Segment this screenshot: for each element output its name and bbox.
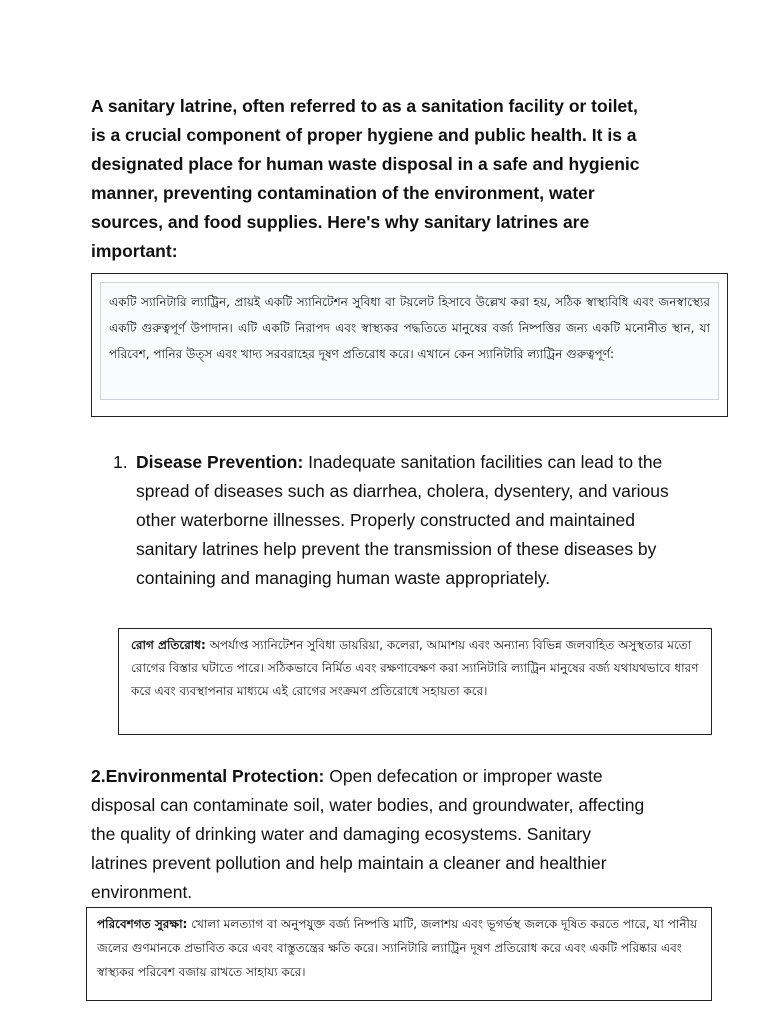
bengali-item-title: পরিবেশগত সুরক্ষা: xyxy=(97,917,188,931)
intro-paragraph: A sanitary latrine, often referred to as a sanitation facility or toilet, is a crucial component of proper hygiene and public health. It is a designated place for human waste disposal in a safe and hygienic manner, preventing contamination of the environment, water sources, and food supplies. Here's why sanitary latrines are important: xyxy=(91,96,640,261)
bengali-item-text: অপর্যাপ্ত স্যানিটেশন সুবিধা ডায়রিয়া, কলেরা, আমাশয় এবং অন্যান্য বিভিন্ন জলবাহিত অসুস্থতার মতো রোগের বিস্তার ঘটাতে পারে। সঠিকভাবে নির্মিত এবং রক্ষণাবেক্ষণ করা স্যানিটারি ল্যাট্রিন মানুষের বর্জ্য যথাযথভাবে ধারণ করে এবং ব্যবস্থাপনার মাধ্যমে এই রোগের সংক্রমণ প্রতিরোধে সহায়তা করে। xyxy=(131,638,699,698)
bengali-item-text: খোলা মলত্যাগ বা অনুপযুক্ত বর্জ্য নিষ্পত্তি মাটি, জলাশয় এবং ভূগর্ভস্থ জলকে দূষিত করতে পারে, যা পানীয় জলের গুণমানকে প্রভাবিত করে এবং বাস্তুতন্ত্রের ক্ষতি করে। স্যানিটারি ল্যাট্রিন দূষণ প্রতিরোধ করে এবং একটি পরিষ্কার এবং স্বাস্থ্যকর পরিবেশ বজায় রাখতে সাহায্য করে। xyxy=(97,917,698,979)
list-number: 1. xyxy=(113,452,128,472)
item-title: Disease Prevention: xyxy=(136,452,304,472)
bengali-intro-text: একটি স্যানিটারি ল্যাট্রিন, প্রায়ই একটি স্যানিটেশন সুবিধা বা টয়লেট হিসাবে উল্লেখ করা হয়, সঠিক স্বাস্থ্যবিধি এবং জনস্বাস্থ্যের একটি গুরুত্বপূর্ণ উপাদান। এটি একটি নিরাপদ এবং স্বাস্থ্যকর পদ্ধতিতে মানুষের বর্জ্য নিষ্পত্তির জন্য একটি মনোনীত স্থান, যা পরিবেশ, পানির উত্স এবং খাদ্য সরবরাহের দূষণ প্রতিরোধ করে। এখানে কেন স্যানিটারি ল্যাট্রিন গুরুত্বপূর্ণ: xyxy=(100,282,719,400)
list-item-disease-prevention xyxy=(113,448,673,593)
item-text: Open defecation or improper waste disposal can contaminate soil, water bodies, and groundwater, affecting the quality of drinking water and damaging ecosystems. Sanitary latrines prevent pollution and help maintain a cleaner and healthier environment. xyxy=(91,766,645,902)
bengali-translation-intro-box xyxy=(91,273,728,417)
bengali-item-title: রোগ প্রতিরোধ: xyxy=(131,638,206,652)
list-item-environmental-protection xyxy=(91,762,651,907)
item-title: 2.Environmental Protection: xyxy=(91,766,325,786)
bengali-translation-box-disease xyxy=(118,628,712,735)
item-text: Inadequate sanitation facilities can lead to the spread of diseases such as diarrhea, cholera, dysentery, and various other waterborne illnesses. Properly constructed and maintained sanitary latrines help prevent the transmission of these diseases by containing and managing human waste appropriately. xyxy=(136,452,669,588)
bengali-translation-box-environment xyxy=(86,907,712,1001)
